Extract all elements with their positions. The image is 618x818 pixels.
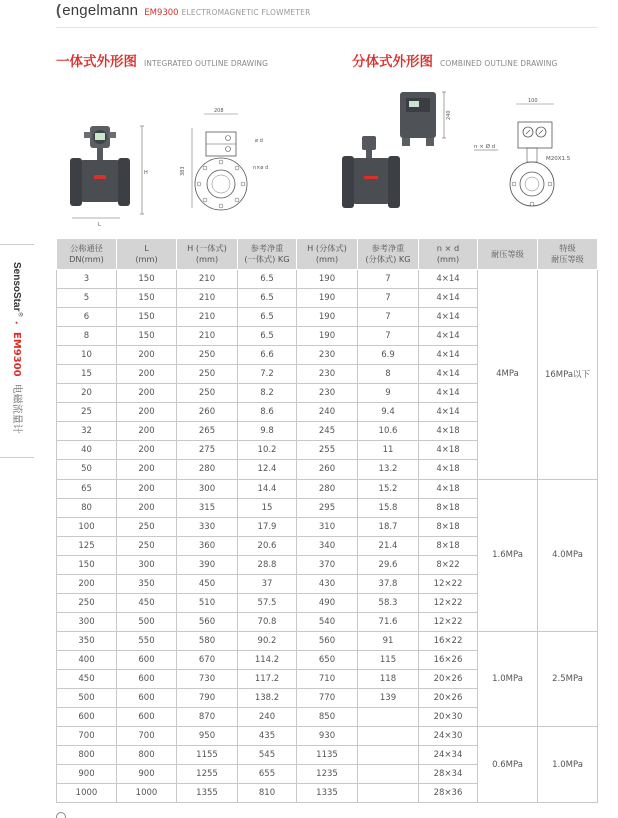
table-cell: 400 — [57, 650, 117, 669]
table-cell: 6.5 — [238, 327, 297, 346]
table-cell: 6.5 — [238, 270, 297, 289]
pressure-rating-cell: 0.6MPa — [478, 727, 538, 803]
table-cell: 40 — [57, 441, 117, 460]
table-cell: 71.6 — [358, 612, 419, 631]
table-cell: 540 — [297, 612, 358, 631]
table-cell: 800 — [117, 746, 177, 765]
special-pressure-cell: 16MPa以下 — [538, 270, 598, 480]
table-cell: 125 — [57, 536, 117, 555]
table-cell: 1000 — [57, 784, 117, 803]
table-cell: 10.2 — [238, 441, 297, 460]
table-cell: 15.2 — [358, 479, 419, 498]
integrated-dimension-lines — [60, 120, 160, 228]
table-cell: 255 — [297, 441, 358, 460]
table-cell — [358, 765, 419, 784]
table-cell: 600 — [57, 708, 117, 727]
page-header — [56, 2, 311, 22]
table-cell: 250 — [177, 384, 238, 403]
table-cell: 12.4 — [238, 460, 297, 479]
table-cell: 200 — [57, 574, 117, 593]
table-cell: 32 — [57, 422, 117, 441]
pressure-rating-cell: 4MPa — [478, 270, 538, 480]
table-cell: 490 — [297, 593, 358, 612]
table-cell: 200 — [117, 479, 177, 498]
table-cell: 13.2 — [358, 460, 419, 479]
side-product-label: SensoStar® • EM9300 电磁流量计 — [11, 262, 24, 434]
table-cell: 138.2 — [238, 689, 297, 708]
integrated-section-title: 一体式外形图 INTEGRATED OUTLINE DRAWING — [56, 54, 269, 70]
header-divider — [56, 27, 598, 28]
table-cell: 50 — [57, 460, 117, 479]
table-cell: 210 — [177, 327, 238, 346]
combined-outline-drawing — [470, 92, 590, 214]
table-cell: 300 — [177, 479, 238, 498]
table-cell: 8×18 — [419, 498, 478, 517]
table-cell: 7 — [358, 327, 419, 346]
header-model-desc: ELECTROMAGNETIC FLOWMETER — [181, 8, 311, 17]
table-cell: 550 — [117, 631, 177, 650]
table-cell: 510 — [177, 593, 238, 612]
table-cell: 1355 — [177, 784, 238, 803]
table-cell: 4×14 — [419, 384, 478, 403]
col-header-h-combined: H (分体式) (mm) — [297, 239, 358, 270]
pressure-rating-cell: 1.6MPa — [478, 479, 538, 631]
table-cell: 114.2 — [238, 650, 297, 669]
special-pressure-cell: 2.5MPa — [538, 631, 598, 726]
table-cell: 200 — [117, 365, 177, 384]
table-cell: 12×22 — [419, 593, 478, 612]
table-cell: 139 — [358, 689, 419, 708]
table-cell: 117.2 — [238, 669, 297, 688]
table-cell: 14.4 — [238, 479, 297, 498]
table-cell: 190 — [297, 289, 358, 308]
table-cell: 18.7 — [358, 517, 419, 536]
l-dimension-label: L — [98, 222, 101, 228]
table-cell: 20 — [57, 384, 117, 403]
table-cell: 600 — [117, 650, 177, 669]
table-cell: 1155 — [177, 746, 238, 765]
table-cell: 4×18 — [419, 441, 478, 460]
table-cell: 7 — [358, 308, 419, 327]
table-cell: 560 — [297, 631, 358, 650]
table-cell: 900 — [57, 765, 117, 784]
table-cell: 12×22 — [419, 612, 478, 631]
table-cell: 90.2 — [238, 631, 297, 650]
table-cell: 250 — [117, 517, 177, 536]
table-cell: 24×30 — [419, 727, 478, 746]
col-header-pressure: 耐压等级 — [478, 239, 538, 270]
table-cell: 150 — [117, 270, 177, 289]
integrated-outline-drawing — [168, 106, 278, 218]
table-cell: 91 — [358, 631, 419, 650]
table-cell: 790 — [177, 689, 238, 708]
table-cell: 190 — [297, 327, 358, 346]
table-cell: 200 — [117, 346, 177, 365]
table-cell: 230 — [297, 346, 358, 365]
table-cell: 600 — [117, 669, 177, 688]
table-cell: 250 — [177, 346, 238, 365]
table-cell: 20.6 — [238, 536, 297, 555]
table-cell: 265 — [177, 422, 238, 441]
table-cell: 11 — [358, 441, 419, 460]
table-cell: 20×26 — [419, 669, 478, 688]
table-cell: 200 — [117, 498, 177, 517]
table-cell: 240 — [238, 708, 297, 727]
pressure-rating-cell: 1.0MPa — [478, 631, 538, 726]
table-cell: 190 — [297, 308, 358, 327]
table-cell: 28×36 — [419, 784, 478, 803]
table-cell: 435 — [238, 727, 297, 746]
table-cell: 245 — [297, 422, 358, 441]
table-cell: 29.6 — [358, 555, 419, 574]
table-cell: 200 — [117, 384, 177, 403]
combined-bolts-label: n × Ø d — [474, 144, 496, 150]
table-cell — [358, 746, 419, 765]
table-cell: 200 — [117, 403, 177, 422]
combined-width-label: 100 — [528, 98, 538, 104]
table-cell: 4×14 — [419, 327, 478, 346]
table-cell — [358, 708, 419, 727]
table-row — [57, 727, 598, 746]
footer-circle-mark — [56, 812, 66, 818]
table-cell: 370 — [297, 555, 358, 574]
table-cell — [358, 784, 419, 803]
table-cell: 200 — [117, 441, 177, 460]
table-cell: 4×14 — [419, 403, 478, 422]
table-cell: 1135 — [297, 746, 358, 765]
table-cell: 15.8 — [358, 498, 419, 517]
table-cell: 1235 — [297, 765, 358, 784]
table-cell: 10.6 — [358, 422, 419, 441]
table-cell: 350 — [117, 574, 177, 593]
h-dimension-label: H — [144, 170, 148, 176]
table-cell: 150 — [117, 289, 177, 308]
table-cell: 80 — [57, 498, 117, 517]
side-divider-bottom — [0, 457, 34, 458]
table-cell: 1000 — [117, 784, 177, 803]
table-cell: 9.4 — [358, 403, 419, 422]
table-cell: 800 — [57, 746, 117, 765]
table-cell: 4×14 — [419, 308, 478, 327]
table-cell: 315 — [177, 498, 238, 517]
table-cell: 4×18 — [419, 422, 478, 441]
table-cell: 6.5 — [238, 289, 297, 308]
table-cell: 250 — [177, 365, 238, 384]
table-cell: 1335 — [297, 784, 358, 803]
table-cell: 240 — [297, 403, 358, 422]
width-dimension-label: 208 — [214, 108, 224, 114]
special-pressure-cell: 4.0MPa — [538, 479, 598, 631]
table-cell: 700 — [117, 727, 177, 746]
table-cell: 190 — [297, 270, 358, 289]
table-cell: 8×18 — [419, 517, 478, 536]
table-cell: 295 — [297, 498, 358, 517]
table-cell: 70.8 — [238, 612, 297, 631]
table-cell: 500 — [117, 612, 177, 631]
table-cell: 390 — [177, 555, 238, 574]
table-cell: 280 — [297, 479, 358, 498]
combined-height-label: 240 — [446, 110, 452, 120]
combined-thread-label: M20X1.5 — [546, 156, 571, 162]
table-cell: 4×14 — [419, 346, 478, 365]
table-cell: 58.3 — [358, 593, 419, 612]
table-cell: 15 — [238, 498, 297, 517]
table-cell: 250 — [57, 593, 117, 612]
table-cell: 340 — [297, 536, 358, 555]
table-cell: 950 — [177, 727, 238, 746]
table-cell: 9 — [358, 384, 419, 403]
table-cell: 650 — [297, 650, 358, 669]
table-cell: 500 — [57, 689, 117, 708]
table-cell: 230 — [297, 384, 358, 403]
table-cell: 20×30 — [419, 708, 478, 727]
col-header-dn: 公称通径 DN(mm) — [57, 239, 117, 270]
table-row — [57, 479, 598, 498]
table-cell: 21.4 — [358, 536, 419, 555]
special-pressure-cell: 1.0MPa — [538, 727, 598, 803]
table-cell: 118 — [358, 669, 419, 688]
table-cell: 210 — [177, 308, 238, 327]
table-row — [57, 270, 598, 289]
col-header-l: L (mm) — [117, 239, 177, 270]
table-cell: 200 — [117, 460, 177, 479]
table-cell: 450 — [177, 574, 238, 593]
table-cell: 37 — [238, 574, 297, 593]
table-cell: 4×18 — [419, 460, 478, 479]
col-header-h-integrated: H (一体式) (mm) — [177, 239, 238, 270]
table-cell: 310 — [297, 517, 358, 536]
table-cell: 450 — [57, 669, 117, 688]
table-cell: 3 — [57, 270, 117, 289]
header-model: EM9300 — [144, 8, 179, 18]
table-cell: 8×18 — [419, 536, 478, 555]
table-cell: 260 — [177, 403, 238, 422]
table-cell: 580 — [177, 631, 238, 650]
table-cell: 16×22 — [419, 631, 478, 650]
table-cell: 16×26 — [419, 650, 478, 669]
table-cell: 300 — [57, 612, 117, 631]
table-cell: 15 — [57, 365, 117, 384]
table-cell: 870 — [177, 708, 238, 727]
specification-table — [56, 238, 598, 803]
table-cell: 900 — [117, 765, 177, 784]
table-cell: 4×18 — [419, 479, 478, 498]
table-cell: 150 — [57, 555, 117, 574]
table-cell: 545 — [238, 746, 297, 765]
table-cell: 6 — [57, 308, 117, 327]
table-cell: 560 — [177, 612, 238, 631]
table-cell: 600 — [117, 708, 177, 727]
table-cell: 710 — [297, 669, 358, 688]
table-cell: 850 — [297, 708, 358, 727]
table-cell: 8 — [57, 327, 117, 346]
table-cell: 655 — [238, 765, 297, 784]
table-cell: 430 — [297, 574, 358, 593]
table-cell: 37.8 — [358, 574, 419, 593]
table-cell: 7 — [358, 289, 419, 308]
col-header-bolts: n × d (mm) — [419, 239, 478, 270]
col-header-weight-combined: 参考净重 (分体式) KG — [358, 239, 419, 270]
table-cell — [358, 727, 419, 746]
table-cell: 360 — [177, 536, 238, 555]
table-cell: 330 — [177, 517, 238, 536]
table-cell: 150 — [117, 308, 177, 327]
table-cell: 28.8 — [238, 555, 297, 574]
table-cell: 4×14 — [419, 289, 478, 308]
table-cell: 770 — [297, 689, 358, 708]
table-cell: 20×26 — [419, 689, 478, 708]
table-cell: 25 — [57, 403, 117, 422]
combined-meter-photo — [336, 88, 454, 218]
table-cell: 810 — [238, 784, 297, 803]
table-cell: 8.6 — [238, 403, 297, 422]
table-cell: 8×22 — [419, 555, 478, 574]
table-cell: 10 — [57, 346, 117, 365]
height-dimension-label: 383 — [180, 166, 186, 176]
table-cell: 24×34 — [419, 746, 478, 765]
table-cell: 250 — [117, 536, 177, 555]
table-cell: 930 — [297, 727, 358, 746]
table-cell: 65 — [57, 479, 117, 498]
table-cell: 17.9 — [238, 517, 297, 536]
table-cell: 6.9 — [358, 346, 419, 365]
table-cell: 300 — [117, 555, 177, 574]
table-cell: 28×34 — [419, 765, 478, 784]
table-cell: 7 — [358, 270, 419, 289]
table-cell: 12×22 — [419, 574, 478, 593]
table-cell: 670 — [177, 650, 238, 669]
brand-logo: (engelmann — [56, 2, 139, 19]
table-header-row — [57, 239, 598, 270]
bolts-dimension-label: n×ø d — [253, 165, 269, 171]
table-cell: 210 — [177, 270, 238, 289]
combined-section-title: 分体式外形图 COMBINED OUTLINE DRAWING — [352, 54, 558, 70]
table-cell: 6.6 — [238, 346, 297, 365]
table-cell: 230 — [297, 365, 358, 384]
table-cell: 4×14 — [419, 365, 478, 384]
table-cell: 5 — [57, 289, 117, 308]
table-cell: 9.8 — [238, 422, 297, 441]
table-cell: 350 — [57, 631, 117, 650]
table-cell: 57.5 — [238, 593, 297, 612]
table-cell: 200 — [117, 422, 177, 441]
table-cell: 730 — [177, 669, 238, 688]
table-cell: 115 — [358, 650, 419, 669]
table-cell: 8.2 — [238, 384, 297, 403]
table-cell: 8 — [358, 365, 419, 384]
table-cell: 600 — [117, 689, 177, 708]
hole-dimension-label: ø d — [255, 138, 263, 144]
table-cell: 700 — [57, 727, 117, 746]
table-cell: 6.5 — [238, 308, 297, 327]
table-cell: 275 — [177, 441, 238, 460]
table-cell: 210 — [177, 289, 238, 308]
table-cell: 260 — [297, 460, 358, 479]
table-cell: 4×14 — [419, 270, 478, 289]
table-cell: 280 — [177, 460, 238, 479]
col-header-weight-integrated: 参考净重 (一体式) KG — [238, 239, 297, 270]
table-row — [57, 631, 598, 650]
table-cell: 150 — [117, 327, 177, 346]
table-cell: 450 — [117, 593, 177, 612]
table-cell: 7.2 — [238, 365, 297, 384]
col-header-special-pressure: 特级 耐压等级 — [538, 239, 598, 270]
table-cell: 100 — [57, 517, 117, 536]
table-cell: 1255 — [177, 765, 238, 784]
